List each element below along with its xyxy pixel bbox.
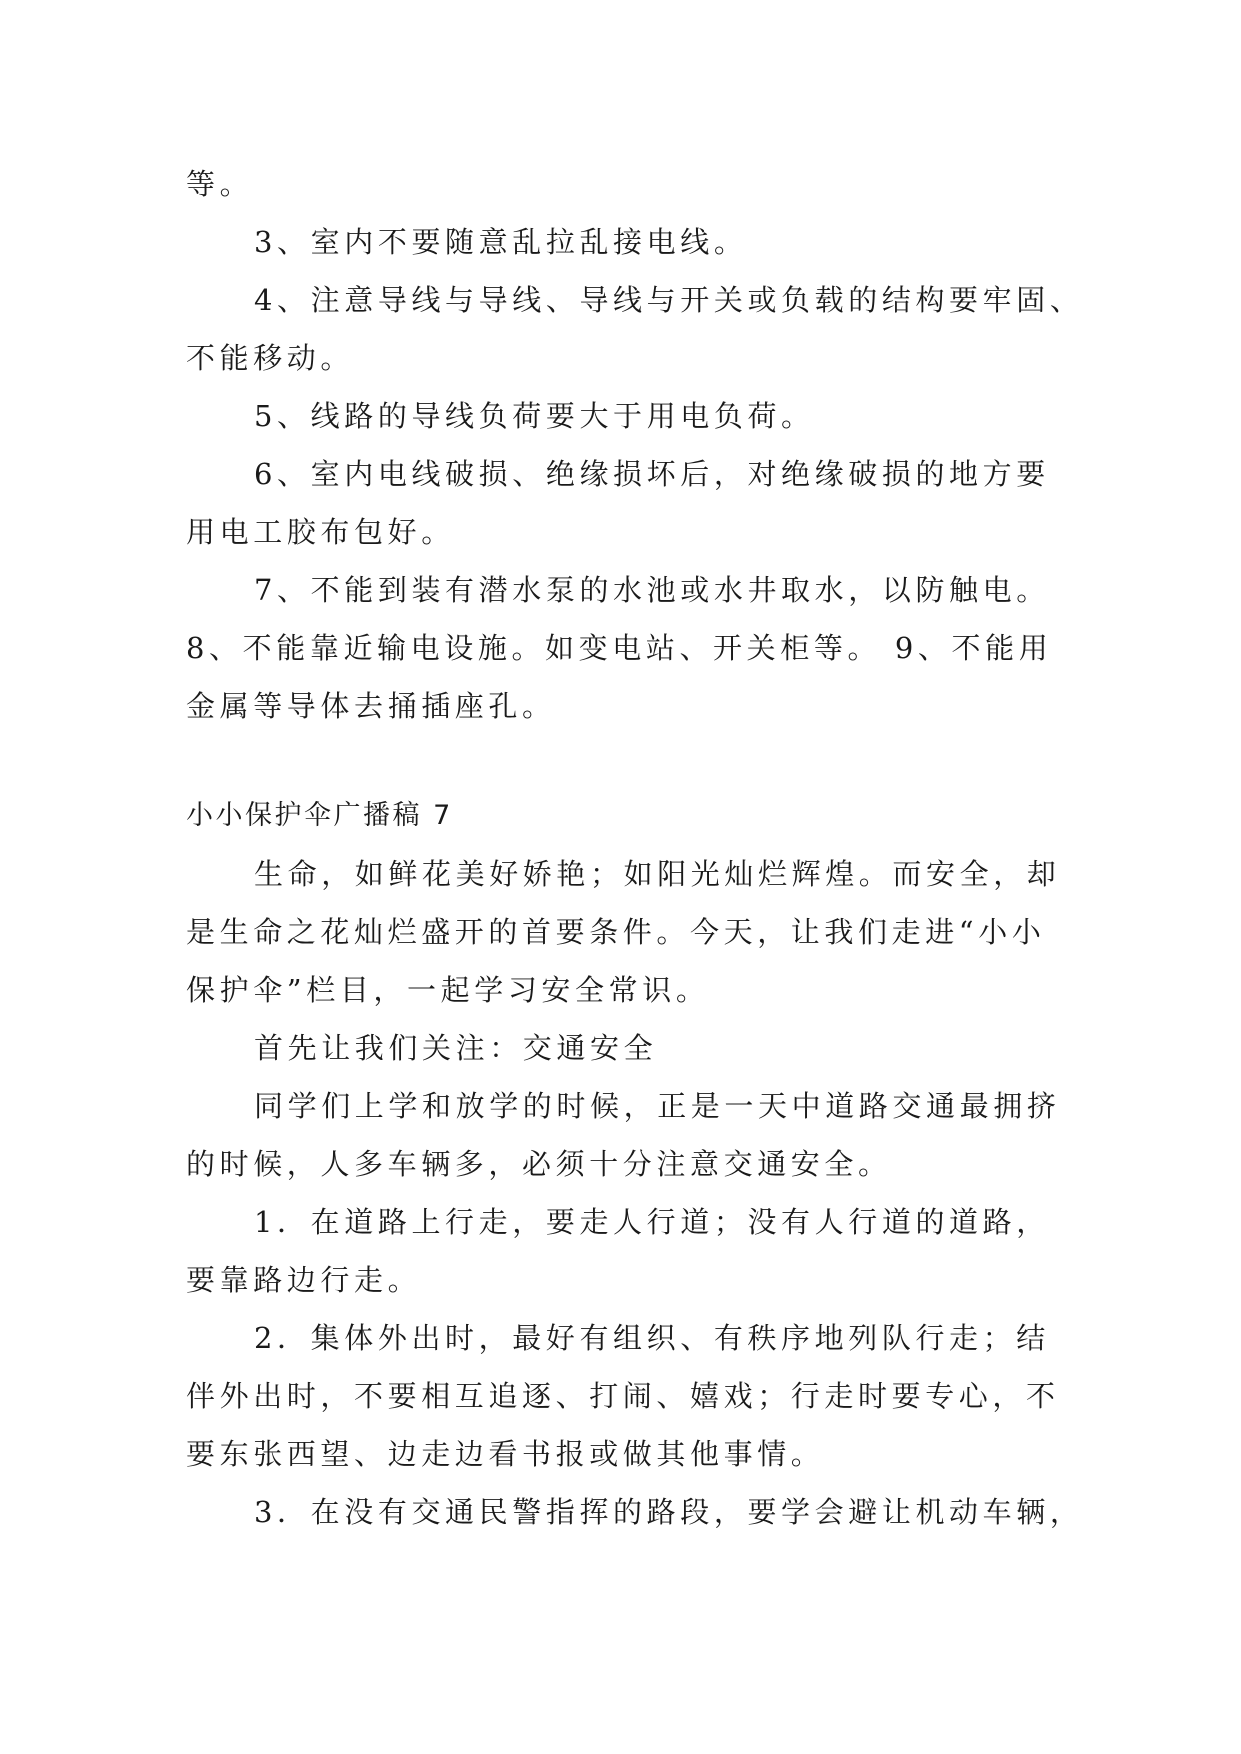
text-line: 7、不能到装有潜水泵的水池或水井取水，以防触电。 — [254, 573, 1050, 607]
text-line: 要东张西望、边走边看书报或做其他事情。 — [186, 1437, 825, 1471]
text-line: 3．在没有交通民警指挥的路段，要学会避让机动车辆， — [254, 1495, 1084, 1529]
text-line: 首先让我们关注：交通安全 — [254, 1031, 658, 1065]
text-line: 金属等导体去捅插座孔。 — [186, 689, 556, 723]
text-line: 的时候，人多车辆多，必须十分注意交通安全。 — [186, 1147, 892, 1181]
section-title: 小小保护伞广播稿 7 — [186, 800, 453, 831]
text-line: 3、室内不要随意乱拉乱接电线。 — [254, 225, 748, 259]
text-line: 1．在道路上行走，要走人行道；没有人行道的道路， — [254, 1205, 1050, 1239]
text-line: 是生命之花灿烂盛开的首要条件。今天，让我们走进“小小 — [186, 915, 1046, 949]
text-line: 2．集体外出时，最好有组织、有秩序地列队行走；结 — [254, 1321, 1050, 1355]
text-line: 6、室内电线破损、绝缘损坏后，对绝缘破损的地方要 — [254, 457, 1050, 491]
text-line: 5、线路的导线负荷要大于用电负荷。 — [254, 399, 815, 433]
text-line: 用电工胶布包好。 — [186, 515, 455, 549]
text-line: 同学们上学和放学的时候，正是一天中道路交通最拥挤 — [254, 1089, 1061, 1123]
text-line: 伴外出时，不要相互追逐、打闹、嬉戏；行走时要专心，不 — [186, 1379, 1060, 1413]
text-line: 不能移动。 — [186, 341, 355, 375]
text-line: 等。 — [186, 167, 254, 201]
text-line: 生命，如鲜花美好娇艳；如阳光灿烂辉煌。而安全，却 — [254, 857, 1061, 891]
text-line: 4、注意导线与导线、导线与开关或负载的结构要牢固、 — [254, 283, 1084, 317]
text-line: 保护伞”栏目，一起学习安全常识。 — [186, 973, 710, 1007]
text-line: 8、不能靠近输电设施。如变电站、开关柜等。 9、不能用 — [186, 631, 1053, 665]
text-line: 要靠路边行走。 — [186, 1263, 422, 1297]
